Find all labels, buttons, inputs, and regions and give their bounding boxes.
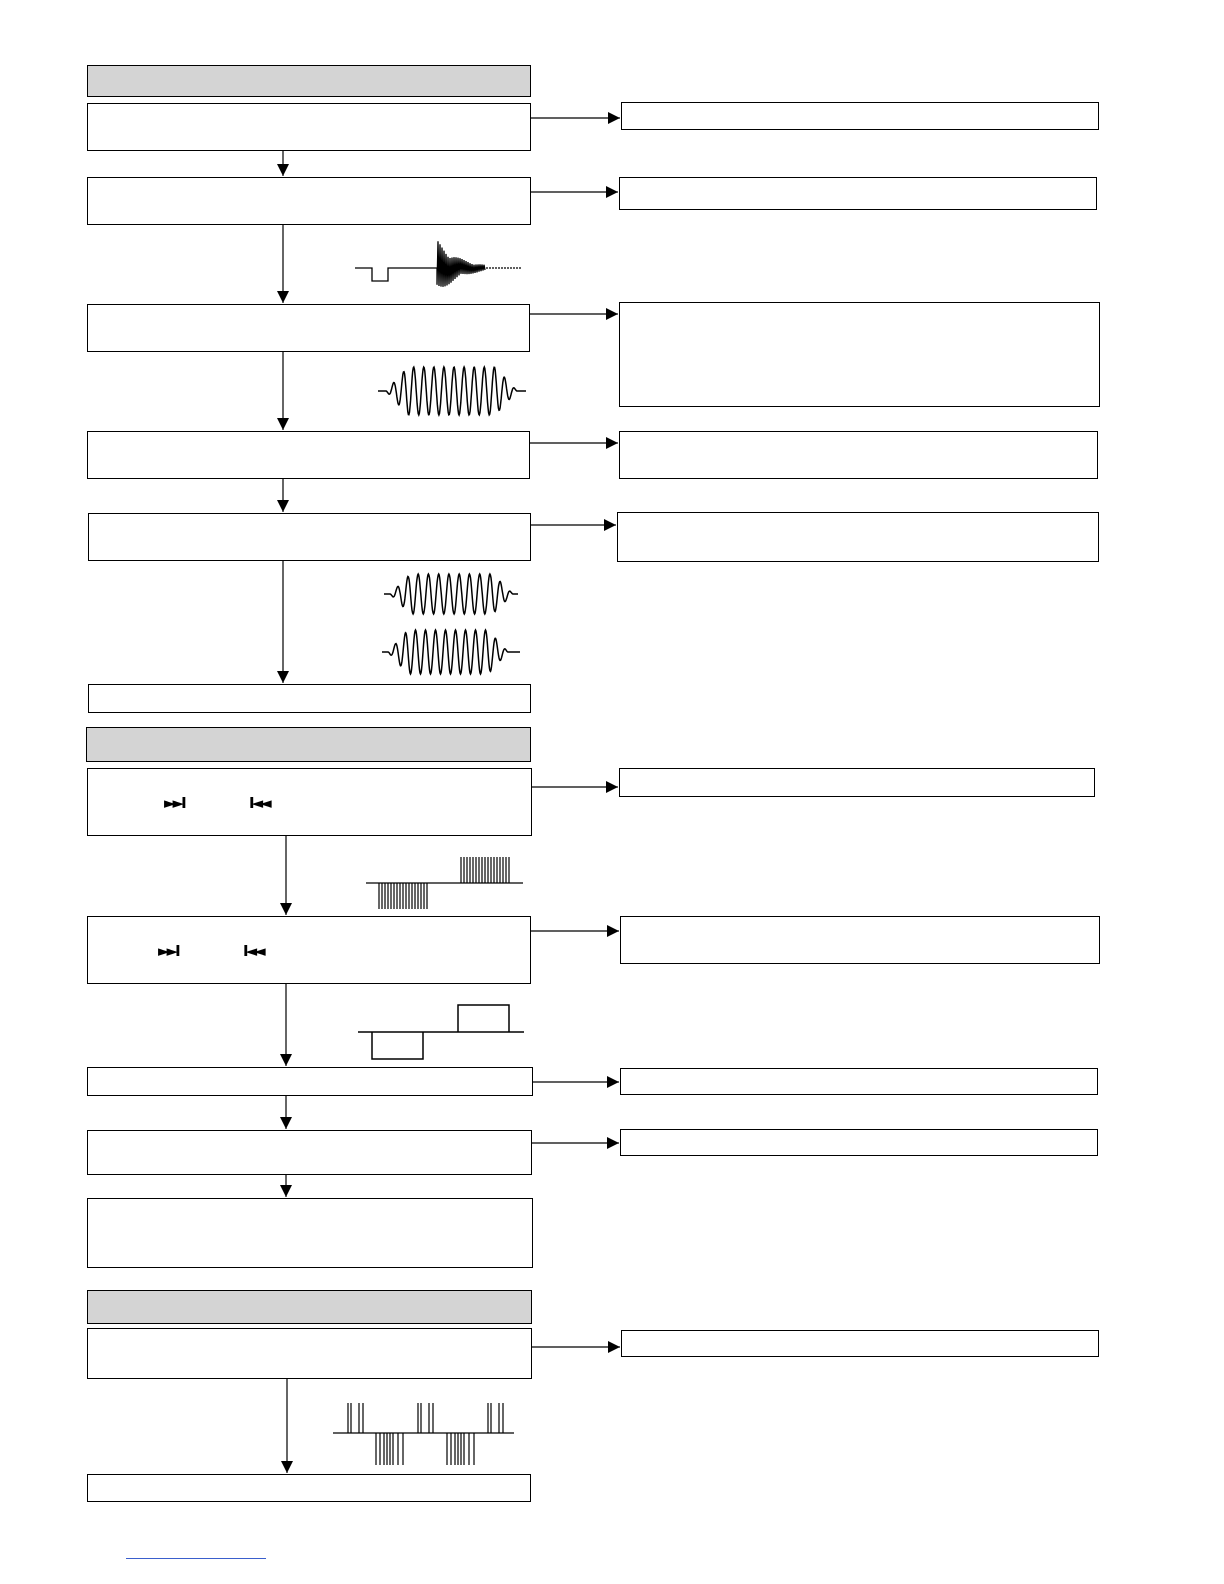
skip-forward-icon: ►►I — [158, 942, 178, 960]
footer-link-underline[interactable] — [126, 1558, 266, 1559]
waveform-sine-1 — [378, 367, 526, 415]
waveform-pulse-train — [366, 857, 523, 909]
waveform-sine-3 — [382, 630, 520, 674]
waveform-sine-2 — [384, 574, 518, 614]
waveform-burst — [355, 241, 521, 286]
skip-forward-icon: ►►I — [164, 794, 184, 812]
skip-back-icon: I◄◄ — [243, 942, 263, 960]
waveform-square — [358, 1005, 524, 1059]
waveform-bipolar — [333, 1403, 514, 1465]
skip-back-icon: I◄◄ — [249, 794, 269, 812]
